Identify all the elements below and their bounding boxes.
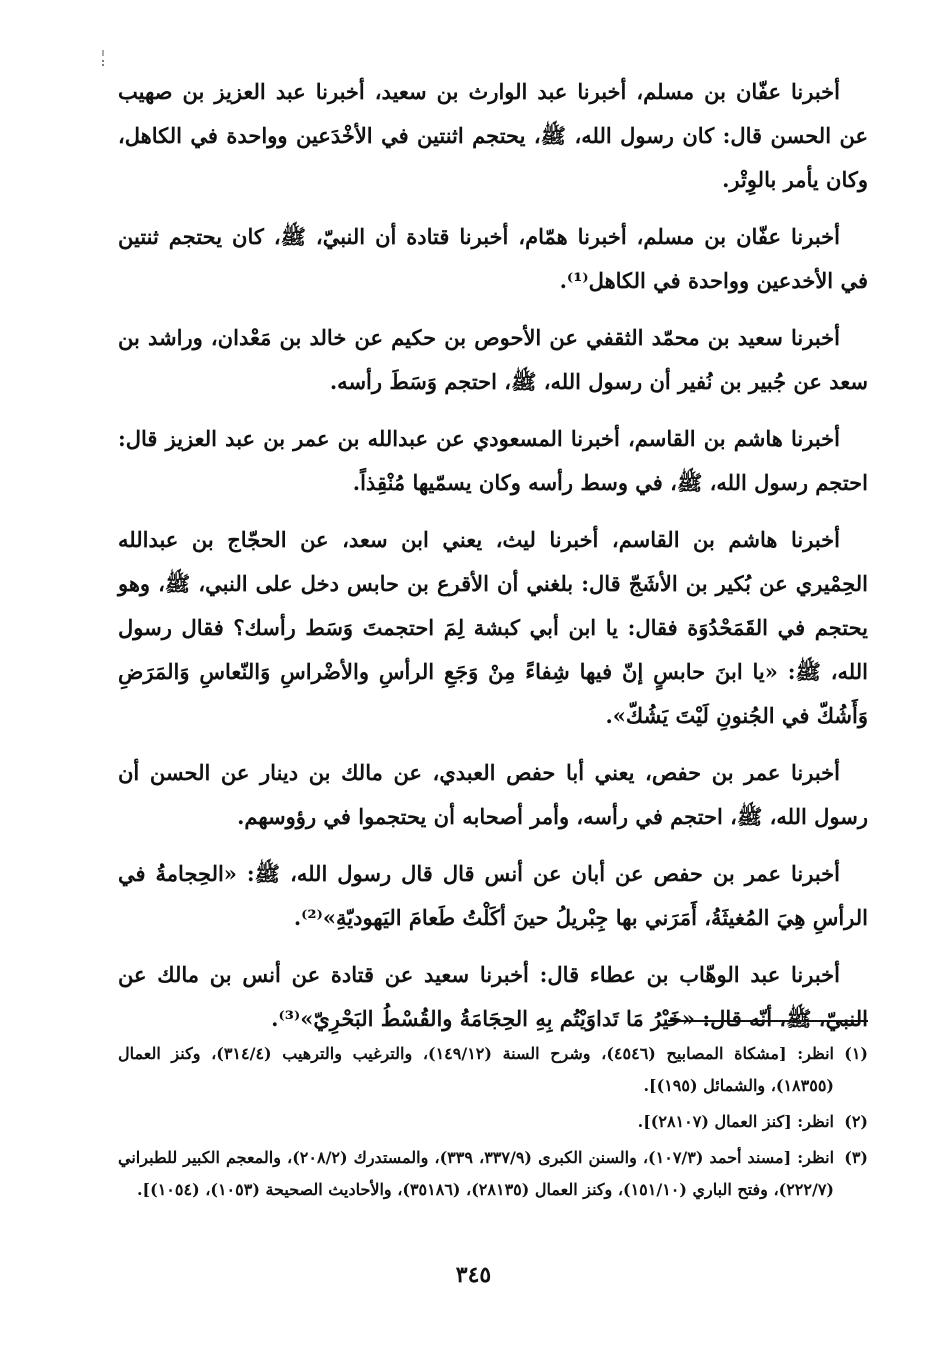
footnote-text: انظر: [كنز العمال (٢٨١٠٧)].	[637, 1112, 834, 1131]
footnote-text: انظر: [مشكاة المصابيح (٤٥٤٦)، وشرح السنة (١٤٩/١٢)، والترغيب والترهيب (٣١٤/٤)، وكنز العمال (١٨٣٥٥)، والشمائل (١٩٥)].	[118, 1044, 834, 1095]
hadith-paragraph-5: أخبرنا هاشم بن القاسم، أخبرنا ليث، يعني ابن سعد، عن الحجّاج بن عبدالله الحِمْيري عن بُكير بن الأشَجّ قال: بلغني أن الأقرع بن حابس دخل على النبي، ﷺ، وهو يحتجم في القَمَحْدُوَة فقال: يا ابن أبي كبشة لِمَ احتجمتَ وَسَط رأسك؟ فقال رسول الله، ﷺ: «يا ابنَ حابسٍ إنّ فيها شِفاءً مِنْ وَجَعِ الرأسِ والأضْراسِ وَالنّعاسِ وَالمَرَضِ وَأَشُكّ في الجُنونِ لَيْتَ يَشُكّ».	[118, 527, 868, 728]
hadith-paragraph-6: أخبرنا عمر بن حفص، يعني أبا حفص العبدي، عن مالك بن دينار عن الحسن أن رسول الله، ﷺ، احتجم في رأسه، وأمر أصحابه أن يحتجموا في رؤوسهم.	[118, 760, 868, 829]
footnote-separator	[668, 1020, 868, 1022]
page-number: ٣٤٥	[455, 1262, 492, 1288]
hadith-paragraph-7: أخبرنا عمر بن حفص عن أبان عن أنس قال قال رسول الله، ﷺ: «الحِجامةُ في الرأسِ هِيَ المُغيثَةُ، أَمَرَني بها جِبْريلُ حينَ أكَلْتُ طَعامَ اليَهوديّةِ»⁽²⁾.	[118, 861, 868, 930]
margin-tick-mark	[96, 48, 110, 70]
hadith-paragraph-2: أخبرنا عفّان بن مسلم، أخبرنا همّام، أخبرنا قتادة أن النبيّ، ﷺ، كان يحتجم ثنتين في الأخدعين وواحدة في الكاهل⁽¹⁾.	[118, 224, 868, 293]
footnote-2	[118, 1106, 868, 1138]
main-text	[118, 70, 868, 1054]
hadith-paragraph-1: أخبرنا عفّان بن مسلم، أخبرنا عبد الوارث بن سعيد، أخبرنا عبد العزيز بن صهيب عن الحسن قال: كان رسول الله، ﷺ، يحتجم اثنتين في الأخْدَعين وواحدة في الكاهل، وكان يأمر بالوِتْر.	[118, 79, 868, 192]
footnote-number: (١)	[844, 1044, 868, 1063]
hadith-paragraph-3: أخبرنا سعيد بن محمّد الثقفي عن الأحوص بن حكيم عن خالد بن مَعْدان، وراشد بن سعد عن جُبير بن نُفير أن رسول الله، ﷺ، احتجم وَسَطَ رأسه.	[118, 325, 868, 394]
footnote-1	[118, 1038, 868, 1102]
footnote-number: (٣)	[844, 1148, 868, 1167]
footnote-3	[118, 1142, 868, 1206]
footnotes	[118, 1038, 868, 1210]
footnote-text: انظر: [مسند أحمد (١٠٧/٣)، والسنن الكبرى (٣٣٧/٩، ٣٣٩)، والمستدرك (٢٠٨/٢)، والمعجم الكبير للطبراني (٢٢٢/٧)، وفتح الباري (١٥١/١٠)، وكنز العمال (٢٨١٣٥)، (٣٥١٨٦)، والأحاديث الصحيحة (١٠٥٣)، (١٠٥٤)].	[118, 1148, 835, 1199]
hadith-paragraph-8: أخبرنا عبد الوهّاب بن عطاء قال: أخبرنا سعيد عن قتادة عن أنس بن مالك عن النبيّ، ﷺ، أنّه قال: «خَيْرُ مَا تَداوَيْتُم بِهِ الحِجَامَةُ والقُسْطُ البَحْرِيّ»⁽³⁾.	[118, 962, 868, 1031]
hadith-paragraph-4: أخبرنا هاشم بن القاسم، أخبرنا المسعودي عن عبدالله بن عمر بن عبد العزيز قال: احتجم رسول الله، ﷺ، في وسط رأسه وكان يسمّيها مُنْقِذاً.	[118, 426, 868, 495]
footnote-number: (٢)	[844, 1112, 868, 1131]
